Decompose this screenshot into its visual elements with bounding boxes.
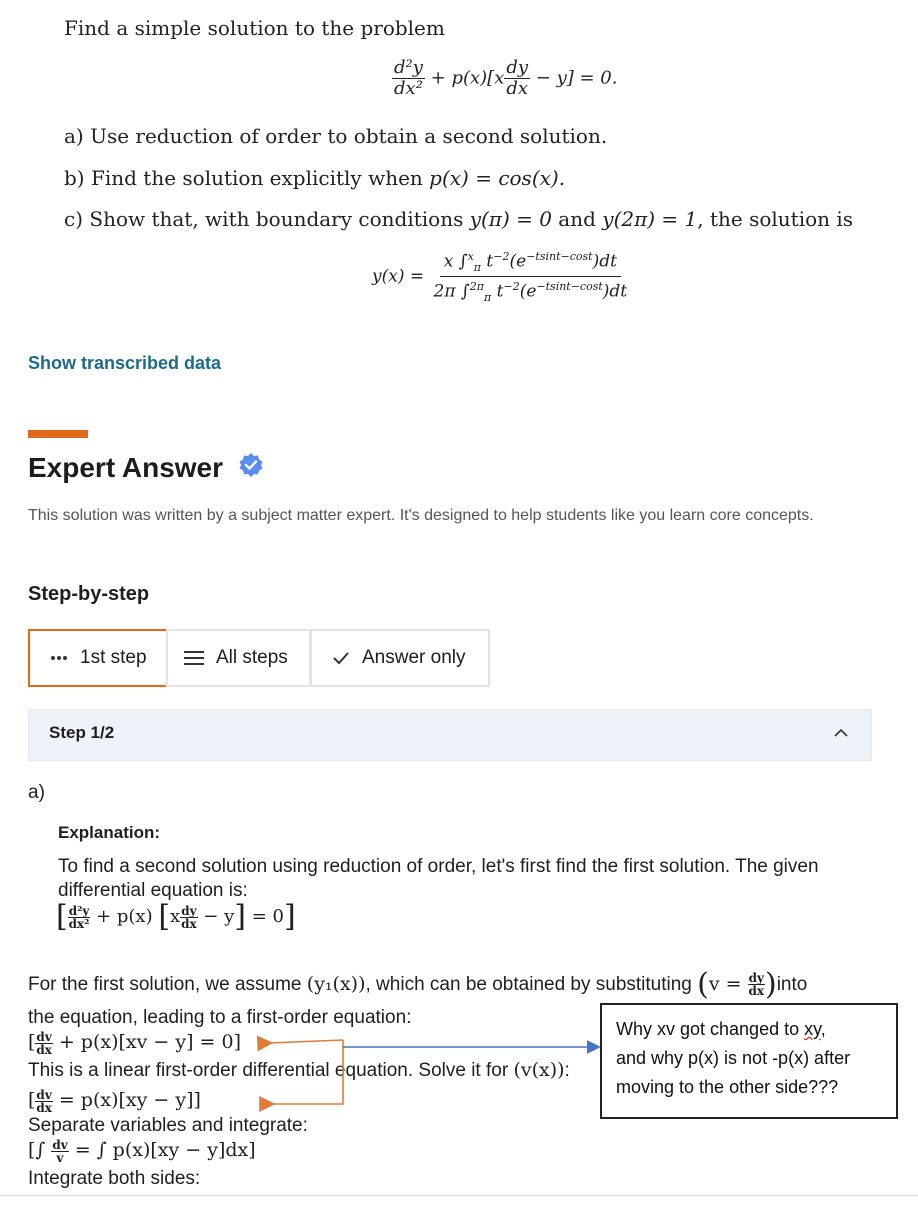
part-a-text: a) Use reduction of order to obtain a second solution. bbox=[64, 124, 608, 148]
tab-answer-only[interactable] bbox=[310, 629, 490, 687]
answer-part-label: a) bbox=[28, 782, 45, 803]
show-transcribed-link[interactable]: Show transcribed data bbox=[28, 353, 222, 373]
arrow-orange-upper bbox=[270, 1040, 343, 1043]
part-c-suffix: , the solution is bbox=[697, 207, 854, 231]
answer-line-8: Integrate both sides: bbox=[28, 1168, 201, 1189]
explanation-heading: Explanation: bbox=[58, 823, 161, 842]
solution-denominator: 2π ∫$^{2\pi}_\pi$ $t^{-2}(e^{-tsint-cost})dt$ bbox=[433, 280, 628, 305]
part-b-text bbox=[64, 166, 565, 190]
list-icon bbox=[184, 650, 204, 666]
eq-middle: + p(x)[x bbox=[424, 67, 505, 89]
part-b-prefix: b) Find the solution explicitly when bbox=[64, 166, 430, 190]
more-dots-icon bbox=[50, 655, 68, 661]
part-c-bc1: y(π) = 0 bbox=[469, 207, 552, 231]
part-b-math: p(x) = cos(x). bbox=[429, 166, 566, 190]
accent-bar bbox=[28, 430, 88, 438]
step-header-bar[interactable] bbox=[28, 709, 872, 761]
answer-line-7: [∫ $\frac{dv}{v}$ = ∫ p(x)[xy − y]dx] bbox=[28, 1137, 256, 1165]
comment-line-2: and why p(x) is not -p(x) after bbox=[616, 1048, 851, 1068]
step-by-step-heading: Step-by-step bbox=[28, 583, 150, 605]
verified-badge-icon bbox=[238, 452, 264, 478]
given-equation: [ $\frac{\text{d²y}}{\text{dx²}}$ + p(x) [x $\frac{dy}{dx}$ − y] = 0] bbox=[56, 899, 296, 934]
eq-den-dx2: dx² bbox=[394, 78, 423, 99]
eq-num-dy: dy bbox=[506, 57, 529, 78]
explanation-text: To find a second solution using reduction of order, let's first find the first solution. The given differential equation is: bbox=[58, 856, 819, 901]
problem-intro: Find a simple solution to the problem bbox=[64, 16, 445, 40]
bottom-divider bbox=[0, 1195, 918, 1196]
comment-line-3: moving to the other side??? bbox=[616, 1077, 839, 1097]
solution-formula bbox=[372, 250, 631, 304]
problem-equation bbox=[392, 58, 617, 110]
comment-line-1: Why xv got changed to xy, bbox=[616, 1019, 826, 1039]
eq-num-d2y: d²y bbox=[394, 57, 423, 78]
answer-line-2: the equation, leading to a first-order equation: bbox=[28, 1007, 412, 1028]
answer-line-3: [ $\frac{dv}{dx}$ + p(x)[xv − y] = 0] bbox=[28, 1029, 242, 1057]
part-c-and: and bbox=[551, 207, 603, 231]
solution-numerator: x ∫$^x_\pi$ $t^{-2}(e^{-tsint-cost})dt$ bbox=[440, 250, 621, 277]
tab-all-steps[interactable] bbox=[166, 629, 311, 687]
eq-tail: − y] = 0. bbox=[530, 67, 618, 89]
answer-line-6: Separate variables and integrate: bbox=[28, 1115, 308, 1136]
chevron-up-icon[interactable] bbox=[832, 724, 850, 742]
answer-line-5: [ $\frac{dv}{dx}$ = p(x)[xy − y]] bbox=[28, 1087, 201, 1115]
answer-line-4: This is a linear first-order differential equation. Solve it for (v(x)): bbox=[28, 1059, 570, 1081]
answer-line-1: For the first solution, we assume (y₁(x)), which can be obtained by substituting (v = $\frac{dy}{dx}$ )into bbox=[28, 966, 808, 1002]
part-c-bc2: y(2π) = 1 bbox=[602, 207, 698, 231]
step-label: Step 1/2 bbox=[49, 723, 115, 742]
tab-first-step[interactable] bbox=[28, 629, 168, 687]
part-c-text bbox=[64, 207, 853, 231]
part-c-prefix: c) Show that, with boundary conditions bbox=[64, 207, 470, 231]
expert-description: This solution was written by a subject matter expert. It's designed to help students like you learn core concepts. bbox=[28, 507, 814, 524]
tab-answer-only-label: Answer only bbox=[362, 647, 466, 668]
checkmark-icon bbox=[332, 651, 350, 665]
tab-all-steps-label: All steps bbox=[216, 647, 288, 668]
expert-answer-title: Expert Answer bbox=[28, 452, 224, 483]
eq-den-dx: dx bbox=[506, 78, 529, 99]
solution-lhs: y(x) = bbox=[372, 266, 425, 287]
tab-first-step-label: 1st step bbox=[80, 647, 147, 668]
annotation-comment-box bbox=[600, 1003, 898, 1119]
